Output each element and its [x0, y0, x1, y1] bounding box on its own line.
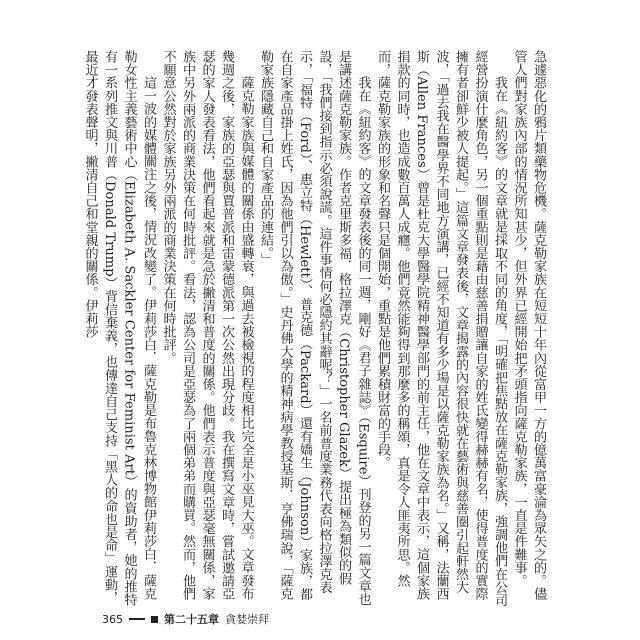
paragraph: 薩克勒家族與媒體的關係由盛轉衰，與過去被檢視的程度相比完全是小巫見大巫。文章發布幾週之後，家族的亞瑟與賈普派和雷蒙德派第一次公然出現分歧。我在撰寫文章時，嘗試邀請亞瑟的家人發表看法，他們看起來就是急於撇清和普度的關係。他們表示普度與亞瑟毫無關係，家族中另外兩派的商業決策在何時批評。看法，認為公司是亞瑟為了兩個弟弟而購買。然而，他們不願意公然對於家族另外兩派的商業決策在何時批評。: [160, 50, 254, 601]
page-footer: [102, 611, 269, 627]
footer-square-mark: [151, 616, 158, 623]
chapter-label: 第二十五章: [164, 613, 219, 626]
page-number: 365: [102, 612, 123, 626]
paragraph: 我在《紐約客》的文章就是採取不同的角度，「明確把焦點放在薩克勒家族，強調他們在公司經營扮演什麼角色，另一個重點則是藉由慈善捐贈讓自家的姓氏變得赫赫有名，使得普度的實際擁有者卻鮮少被人提起。」這篇文章發表後，文章揭露的內容很快就在藝術與慈善圈引起軒然大波，「過去我在醫學界不同地方演講，已經不知道有多少場是以薩克勒家族為名。」又稱，法蘭西斯（Allen Frances）曾是杜克大學醫學院精神醫學部門的前主任，他在文章中表示，這個家族捐款的同時，也造成數百萬人成癮。他們竟然能夠得到那麼多的稱頌，真是令人匪夷所思。然而，薩克勒家族的形象和名聲只是個開始，重點是他們累積財富的手段。: [375, 50, 507, 607]
paragraph: 這一波的媒體關注之後，情況改變了。伊莉莎白．薩克勒是布魯克林博物館伊莉莎白．薩克勒女性主義藝術中心（Elizabeth A. Sackler Center for Feminist Art）的資助者，她的推特有一系列推文與川普（Donald Trump）背信棄義，也傳達自己支持「黑人的命也是命」運動，最近才發表聲明，撇清自己和堂親的關係。伊莉莎: [82, 50, 156, 607]
footer-rule: [129, 618, 145, 620]
paragraph: 急遽惡化的鴉片類藥物危機。薩克勒家族在短短十年內從富甲一方的億萬富豪淪為眾矢之的。儘管人們對家族內部的情況所知甚少，但外界已經開始把矛頭指向薩克勒家族，一直是件難事。: [511, 50, 546, 601]
paragraph: 我在《紐約客》的文章發表後的同一週，剛好《君子雜誌》（Esquire）刊登的另一篇文章也是講述薩克勒家族。作者克里斯多福．格拉澤克（Christopher Glazek）提出極為類似的假設，「我們接到指示必須說謊。這件事情何必隱約其辭呢？」一名前普度業務代表向格拉澤克表示，「福特（Ford）、惠立特（Hewlett）、普克德（Packard）還有嬌生（Johnson）家族，都在自家產品掛上姓氏，因為他們引以為傲。」史丹佛大學的精神病學教授基斯．亨佛瑞說，「薩克勒家族隱藏自己和自家產品的連結。」: [258, 50, 371, 606]
chapter-title: 貪婪崇拜: [225, 613, 269, 626]
body-text: [82, 50, 558, 610]
